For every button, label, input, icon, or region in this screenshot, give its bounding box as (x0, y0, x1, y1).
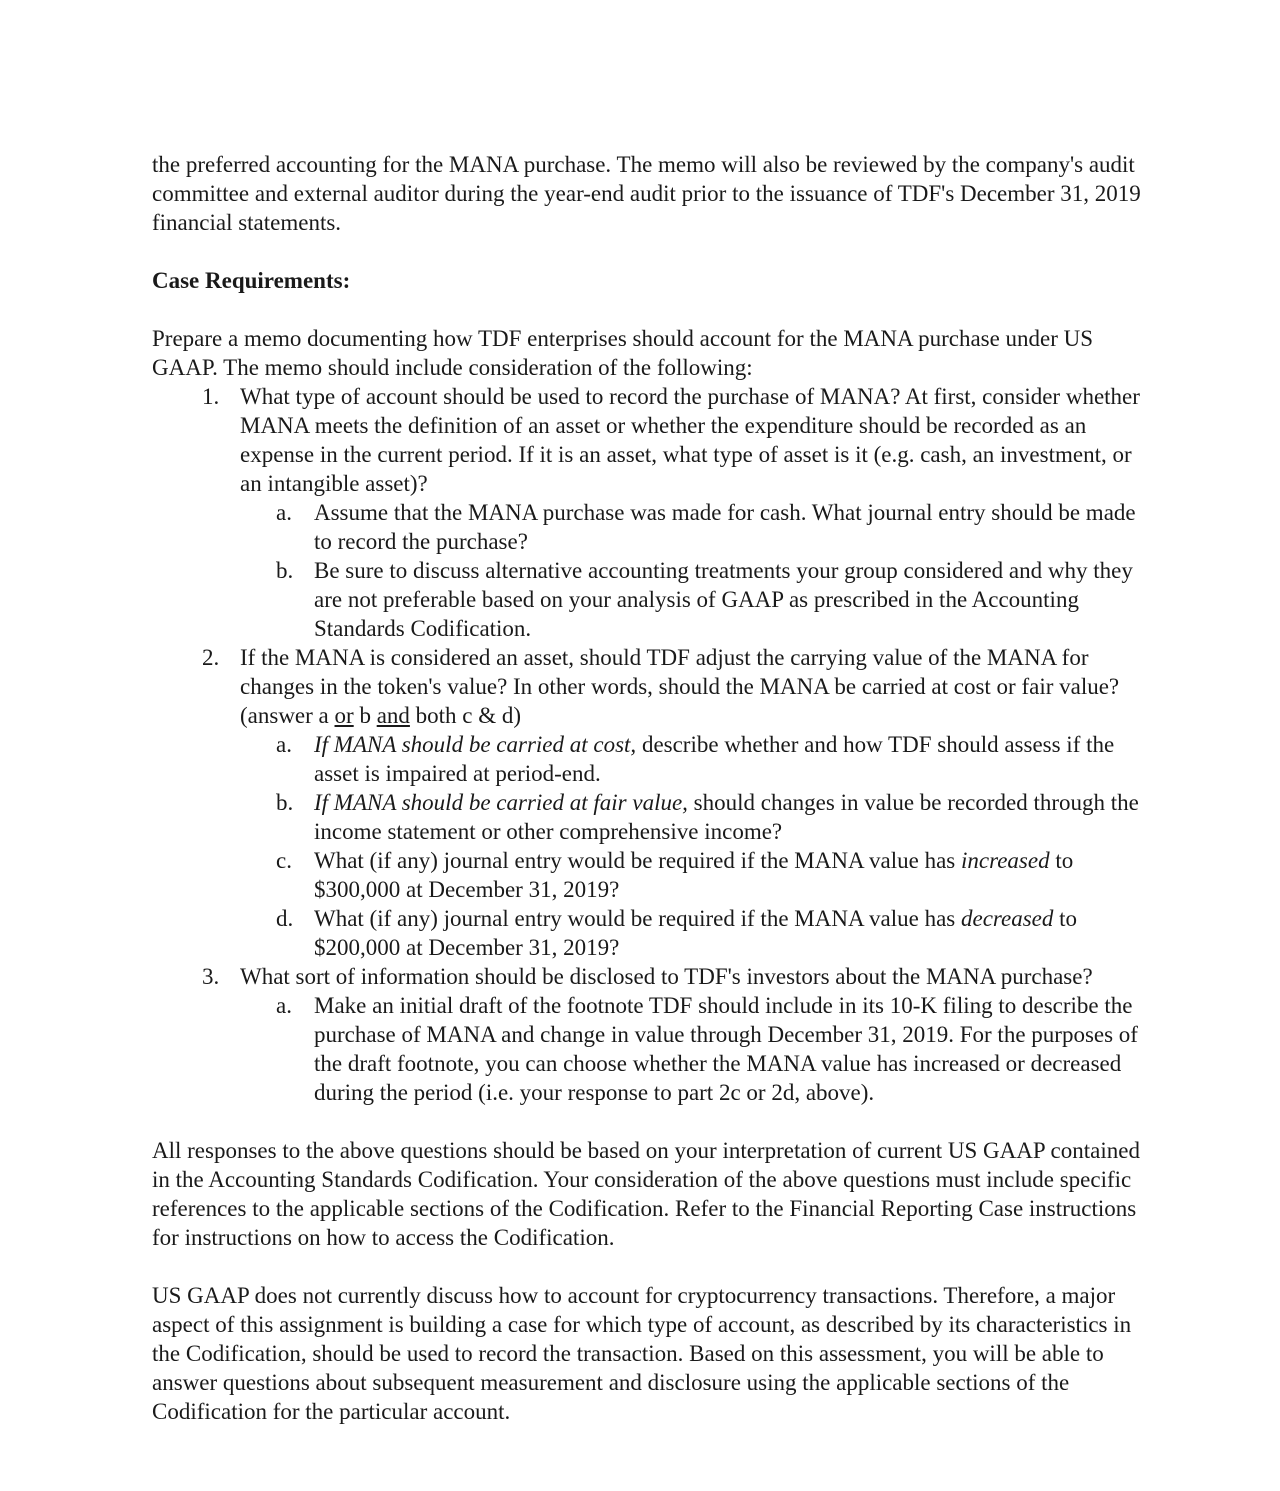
sub-list-label: a. (276, 993, 292, 1018)
italic-text: If MANA should be carried at cost, (314, 732, 637, 757)
sub-question-text: should changes in value be recorded through the income statement or other comprehensive income? (314, 790, 1139, 844)
sub-list-label: b. (276, 558, 294, 583)
italic-text: If MANA should be carried at fair value, (314, 790, 688, 815)
question-text: If the MANA is considered an asset, should TDF adjust the carrying value of the MANA for changes in the token's value? In other words, should the MANA be carried at cost or fair value? (answer a (240, 645, 1120, 728)
sub-question-text: What (if any) journal entry would be required if the MANA value has (314, 848, 961, 873)
italic-text: increased (961, 848, 1050, 873)
question-text: b (353, 703, 377, 728)
list-number: 2. (202, 645, 220, 670)
sub-list-item (240, 730, 1142, 788)
list-number: 3. (202, 964, 220, 989)
question-text: What sort of information should be disclosed to TDF's investors about the MANA purchase? (240, 964, 1093, 989)
sub-question-text: describe whether and how TDF should assess if the asset is impaired at period-end. (314, 732, 1115, 786)
list-item (152, 962, 1142, 1107)
requirements-list (152, 382, 1142, 1107)
sub-list-label: c. (276, 848, 292, 873)
sub-list (240, 991, 1142, 1107)
question-text: both c & d) (409, 703, 522, 728)
sub-question-text: Be sure to discuss alternative accounting treatments your group considered and why they are not preferable based on your analysis of GAAP as prescribed in the Accounting Standards Codification. (314, 558, 1133, 641)
sub-list-item (240, 556, 1142, 643)
gaap-paragraph: US GAAP does not currently discuss how to account for cryptocurrency transactions. Therefore, a major aspect of this assignment is building a case for which type of account, as described by its characteristics in the Codification, should be used to record the transaction. Based on this assessment, you will be able to answer questions about subsequent measurement and disclosure using the applicable sections of the Codification for the particular account. (152, 1283, 1132, 1424)
underlined-and: and (376, 703, 410, 728)
sub-list-item (240, 788, 1142, 846)
sub-list (240, 730, 1142, 962)
sub-question-text: to $300,000 at December 31, 2019? (314, 848, 1074, 902)
underlined-or: or (334, 703, 354, 728)
list-item (152, 643, 1142, 962)
sub-list (240, 498, 1142, 643)
sub-question-text: What (if any) journal entry would be required if the MANA value has (314, 906, 961, 931)
sub-question-text: to $200,000 at December 31, 2019? (314, 906, 1078, 960)
list-number: 1. (202, 384, 220, 409)
sub-question-text: Assume that the MANA purchase was made for cash. What journal entry should be made to record the purchase? (314, 500, 1136, 554)
list-item (152, 382, 1142, 643)
document-page (152, 150, 1142, 1426)
sub-list-item (240, 904, 1142, 962)
sub-list-label: d. (276, 906, 294, 931)
case-requirements-heading: Case Requirements: (152, 268, 351, 293)
responses-paragraph: All responses to the above questions should be based on your interpretation of current US GAAP contained in the Accounting Standards Codification. Your consideration of the above questions must include specific references to the applicable sections of the Codification. Refer to the Financial Reporting Case instructions for instructions on how to access the Codification. (152, 1138, 1140, 1250)
sub-list-item (240, 991, 1142, 1107)
sub-list-label: a. (276, 500, 292, 525)
prepare-paragraph: Prepare a memo documenting how TDF enterprises should account for the MANA purchase under US GAAP. The memo should include consideration of the following: (152, 326, 1094, 380)
sub-list-label: a. (276, 732, 292, 757)
question-text: What type of account should be used to record the purchase of MANA? At first, consider whether MANA meets the definition of an asset or whether the expenditure should be recorded as an expense in the current period. If it is an asset, what type of asset is it (e.g. cash, an investment, or an intangible asset)? (240, 384, 1140, 496)
sub-list-label: b. (276, 790, 294, 815)
sub-question-text: Make an initial draft of the footnote TDF should include in its 10-K filing to describe the purchase of MANA and change in value through December 31, 2019. For the purposes of the draft footnote, you can choose whether the MANA value has increased or decreased during the period (i.e. your response to part 2c or 2d, above). (314, 993, 1138, 1105)
sub-list-item (240, 498, 1142, 556)
intro-paragraph: the preferred accounting for the MANA purchase. The memo will also be reviewed by the company's audit committee and external auditor during the year-end audit prior to the issuance of TDF's December 31, 2019 financial statements. (152, 152, 1141, 235)
italic-text: decreased (961, 906, 1054, 931)
sub-list-item (240, 846, 1142, 904)
